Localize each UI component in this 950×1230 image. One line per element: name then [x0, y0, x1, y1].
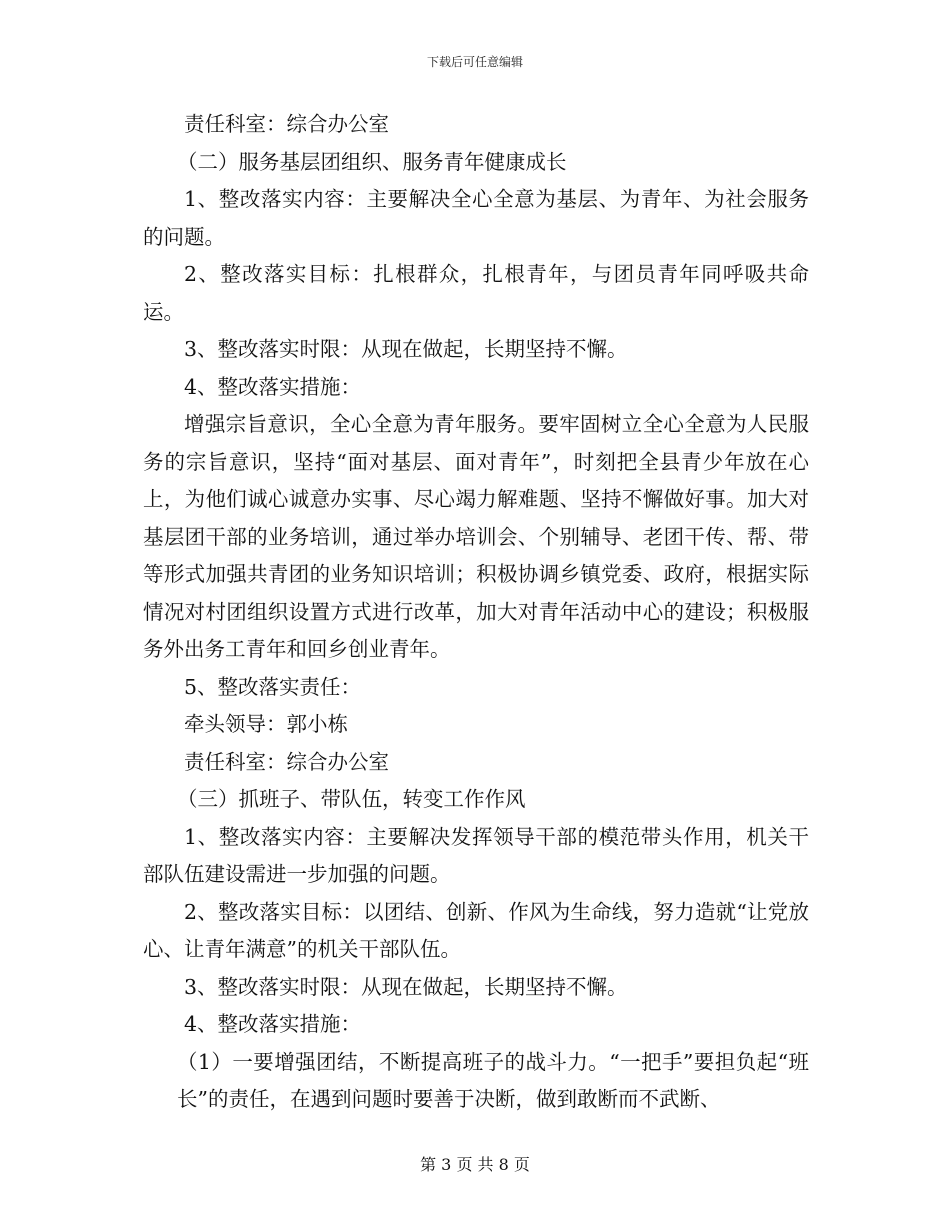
paragraph: 4、整改落实措施： — [184, 374, 362, 399]
paragraph: 2、整改落实目标：扎根群众，扎根青年，与团员青年同呼吸共命运。 — [143, 262, 809, 324]
document-body — [143, 106, 809, 1119]
page-header: 下载后可任意编辑 — [426, 55, 523, 69]
paragraph: 责任科室：综合办公室 — [184, 112, 389, 136]
paragraph: （1）一要增强团结，不断提高班子的战斗力。“一把手”要担负起“班长”的责任，在遇到问题时要善于决断，做到敢断而不武断、 — [177, 1049, 809, 1111]
section-heading: （三）抓班子、带队伍，转变工作作风 — [177, 787, 526, 811]
paragraph: 1、整改落实内容：主要解决发挥领导干部的模范带头作用，机关干部队伍建设需进一步加强的问题。 — [143, 824, 809, 886]
page-number: 第 3 页 共 8 页 — [420, 1155, 530, 1174]
paragraph: 4、整改落实措施： — [184, 1012, 362, 1036]
paragraph: 5、整改落实责任： — [184, 674, 362, 699]
paragraph: 3、整改落实时限：从现在做起，长期坚持不懈。 — [184, 974, 628, 999]
paragraph: 增强宗旨意识，全心全意为青年服务。要牢固树立全心全意为人民服务的宗旨意识，坚持“面对基层、面对青年”，时刻把全县青少年放在心上，为他们诚心诚意办实事、尽心竭力解难题、坚持不懈做好事。加大对基层团干部的业务培训，通过举办培训会、个别辅导、老团干传、帮、带等形式加强共青团的业务知识培训；积极协调乡镇党委、政府，根据实际情况对村团组织设置方式进行改革，加大对青年活动中心的建设；积极服务外出务工青年和回乡创业青年。 — [143, 412, 809, 661]
paragraph: 责任科室：综合办公室 — [184, 749, 389, 774]
paragraph: 1、整改落实内容：主要解决全心全意为基层、为青年、为社会服务的问题。 — [143, 187, 809, 249]
paragraph: 2、整改落实目标：以团结、创新、作风为生命线，努力造就“让党放心、让青年满意”的机关干部队伍。 — [143, 899, 809, 961]
paragraph: 3、整改落实时限：从现在做起，长期坚持不懈。 — [184, 337, 628, 361]
paragraph: 牵头领导：郭小栋 — [184, 712, 348, 736]
section-heading: （二）服务基层团组织、服务青年健康成长 — [177, 149, 567, 174]
